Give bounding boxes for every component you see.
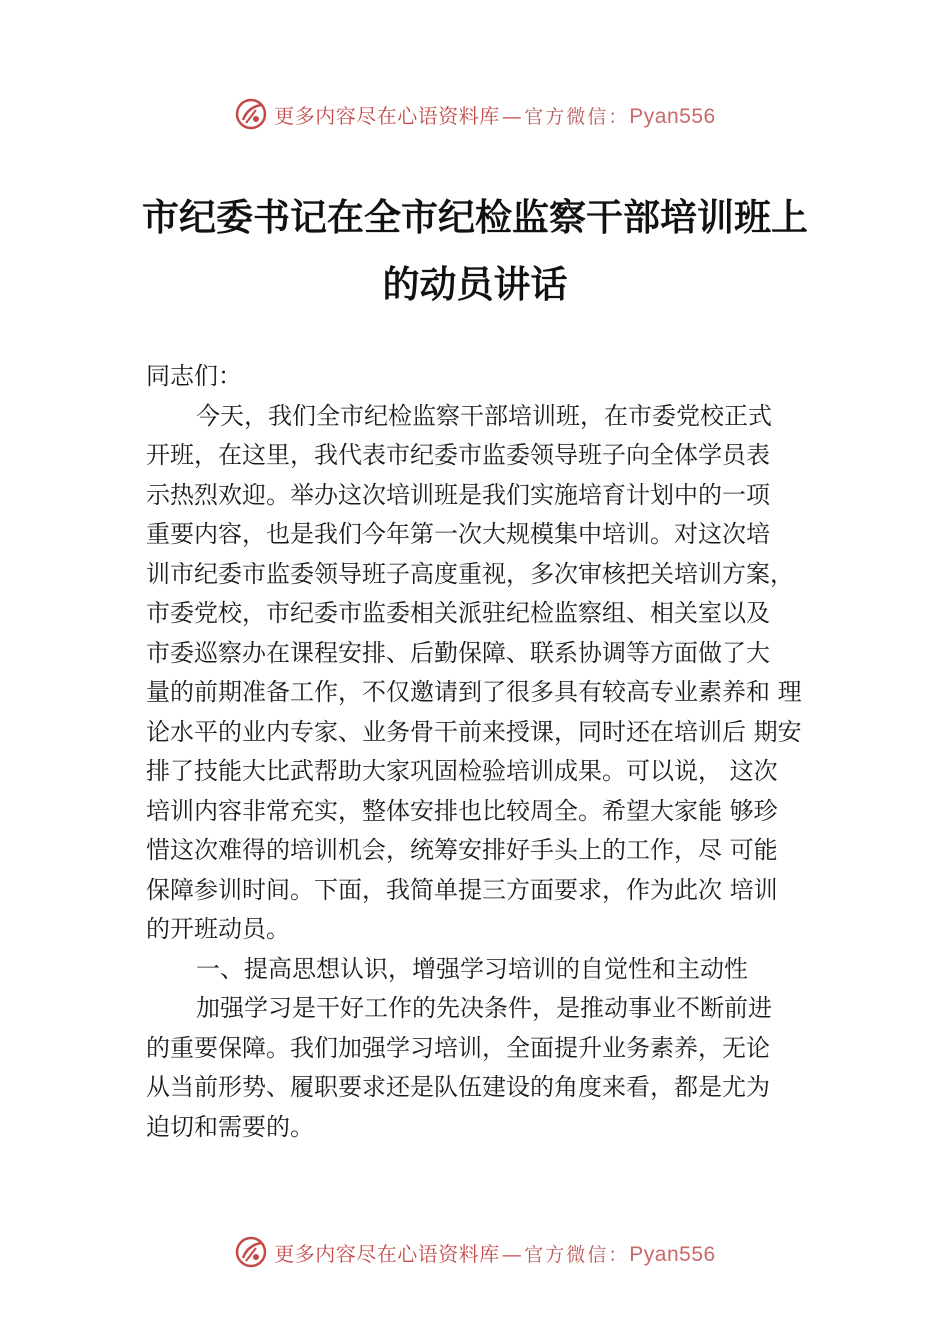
watermark-footer — [0, 1232, 950, 1272]
section-heading: 一、提高思想认识，增强学习培训的自觉性和主动性 — [196, 954, 748, 983]
watermark-id: Pyan556 — [629, 1242, 716, 1266]
paragraph-line: 培训内容非常充实，整体安排也比较周全。希望大家能 够珍 — [146, 796, 778, 825]
document-body — [146, 357, 836, 1147]
watermark-site: 更多内容尽在心语资料库 — [274, 103, 500, 128]
paragraph-line: 市委党校，市纪委市监委相关派驻纪检监察组、相关室以及 — [146, 599, 770, 627]
watermark-id: Pyan556 — [629, 104, 716, 128]
paragraph-line: 的开班动员。 — [146, 915, 290, 943]
watermark-site: 更多内容尽在心语资料库 — [274, 1241, 500, 1266]
watermark-logo-icon — [234, 1235, 268, 1269]
paragraph-line: 开班，在这里，我代表市纪委市监委领导班子向全体学员表 — [146, 441, 770, 469]
paragraph-line: 量的前期准备工作，不仅邀请到了很多具有较高专业素养和 理 — [146, 678, 802, 706]
paragraph-line: 排了技能大比武帮助大家巩固检验培训成果。可以说， 这次 — [146, 757, 778, 785]
paragraph-line: 的重要保障。我们加强学习培训，全面提升业务素养，无论 — [146, 1033, 770, 1062]
watermark-label: 官方微信： — [524, 1243, 630, 1266]
paragraph-line: 从当前形势、履职要求还是队伍建设的角度来看，都是尤为 — [146, 1073, 770, 1101]
watermark-text — [274, 1238, 715, 1267]
watermark-dash: — — [501, 103, 523, 128]
paragraph-line: 市委巡察办在课程安排、后勤保障、联系协调等方面做了大 — [146, 638, 770, 667]
paragraph-line: 保障参训时间。下面，我简单提三方面要求，作为此次 培训 — [146, 875, 778, 904]
paragraph-line: 论水平的业内专家、业务骨干前来授课，同时还在培训后 期安 — [146, 717, 802, 746]
paragraph-line: 加强学习是干好工作的先决条件，是推动事业不断前进 — [196, 994, 772, 1022]
paragraph-line: 示热烈欢迎。举办这次培训班是我们实施培育计划中的一项 — [146, 480, 770, 509]
paragraph-line: 惜这次难得的培训机会，统筹安排好手头上的工作，尽 可能 — [146, 836, 778, 864]
paragraph-line: 重要内容，也是我们今年第一次大规模集中培训。对这次培 — [146, 520, 770, 548]
watermark-logo-icon — [234, 97, 268, 131]
salutation: 同志们： — [146, 362, 242, 390]
paragraph-line: 训市纪委市监委领导班子高度重视，多次审核把关培训方案， — [146, 559, 794, 588]
watermark-header — [0, 94, 950, 134]
watermark-label: 官方微信： — [524, 105, 630, 128]
watermark-text — [274, 100, 715, 129]
paragraph-line: 今天，我们全市纪检监察干部培训班，在市委党校正式 — [196, 401, 772, 430]
paragraph-line: 迫切和需要的。 — [146, 1112, 314, 1141]
watermark-dash: — — [501, 1241, 523, 1266]
document-title-line-2: 的动员讲话 — [382, 262, 568, 306]
document-title-line-1: 市纪委书记在全市纪检监察干部培训班上 — [142, 195, 808, 239]
